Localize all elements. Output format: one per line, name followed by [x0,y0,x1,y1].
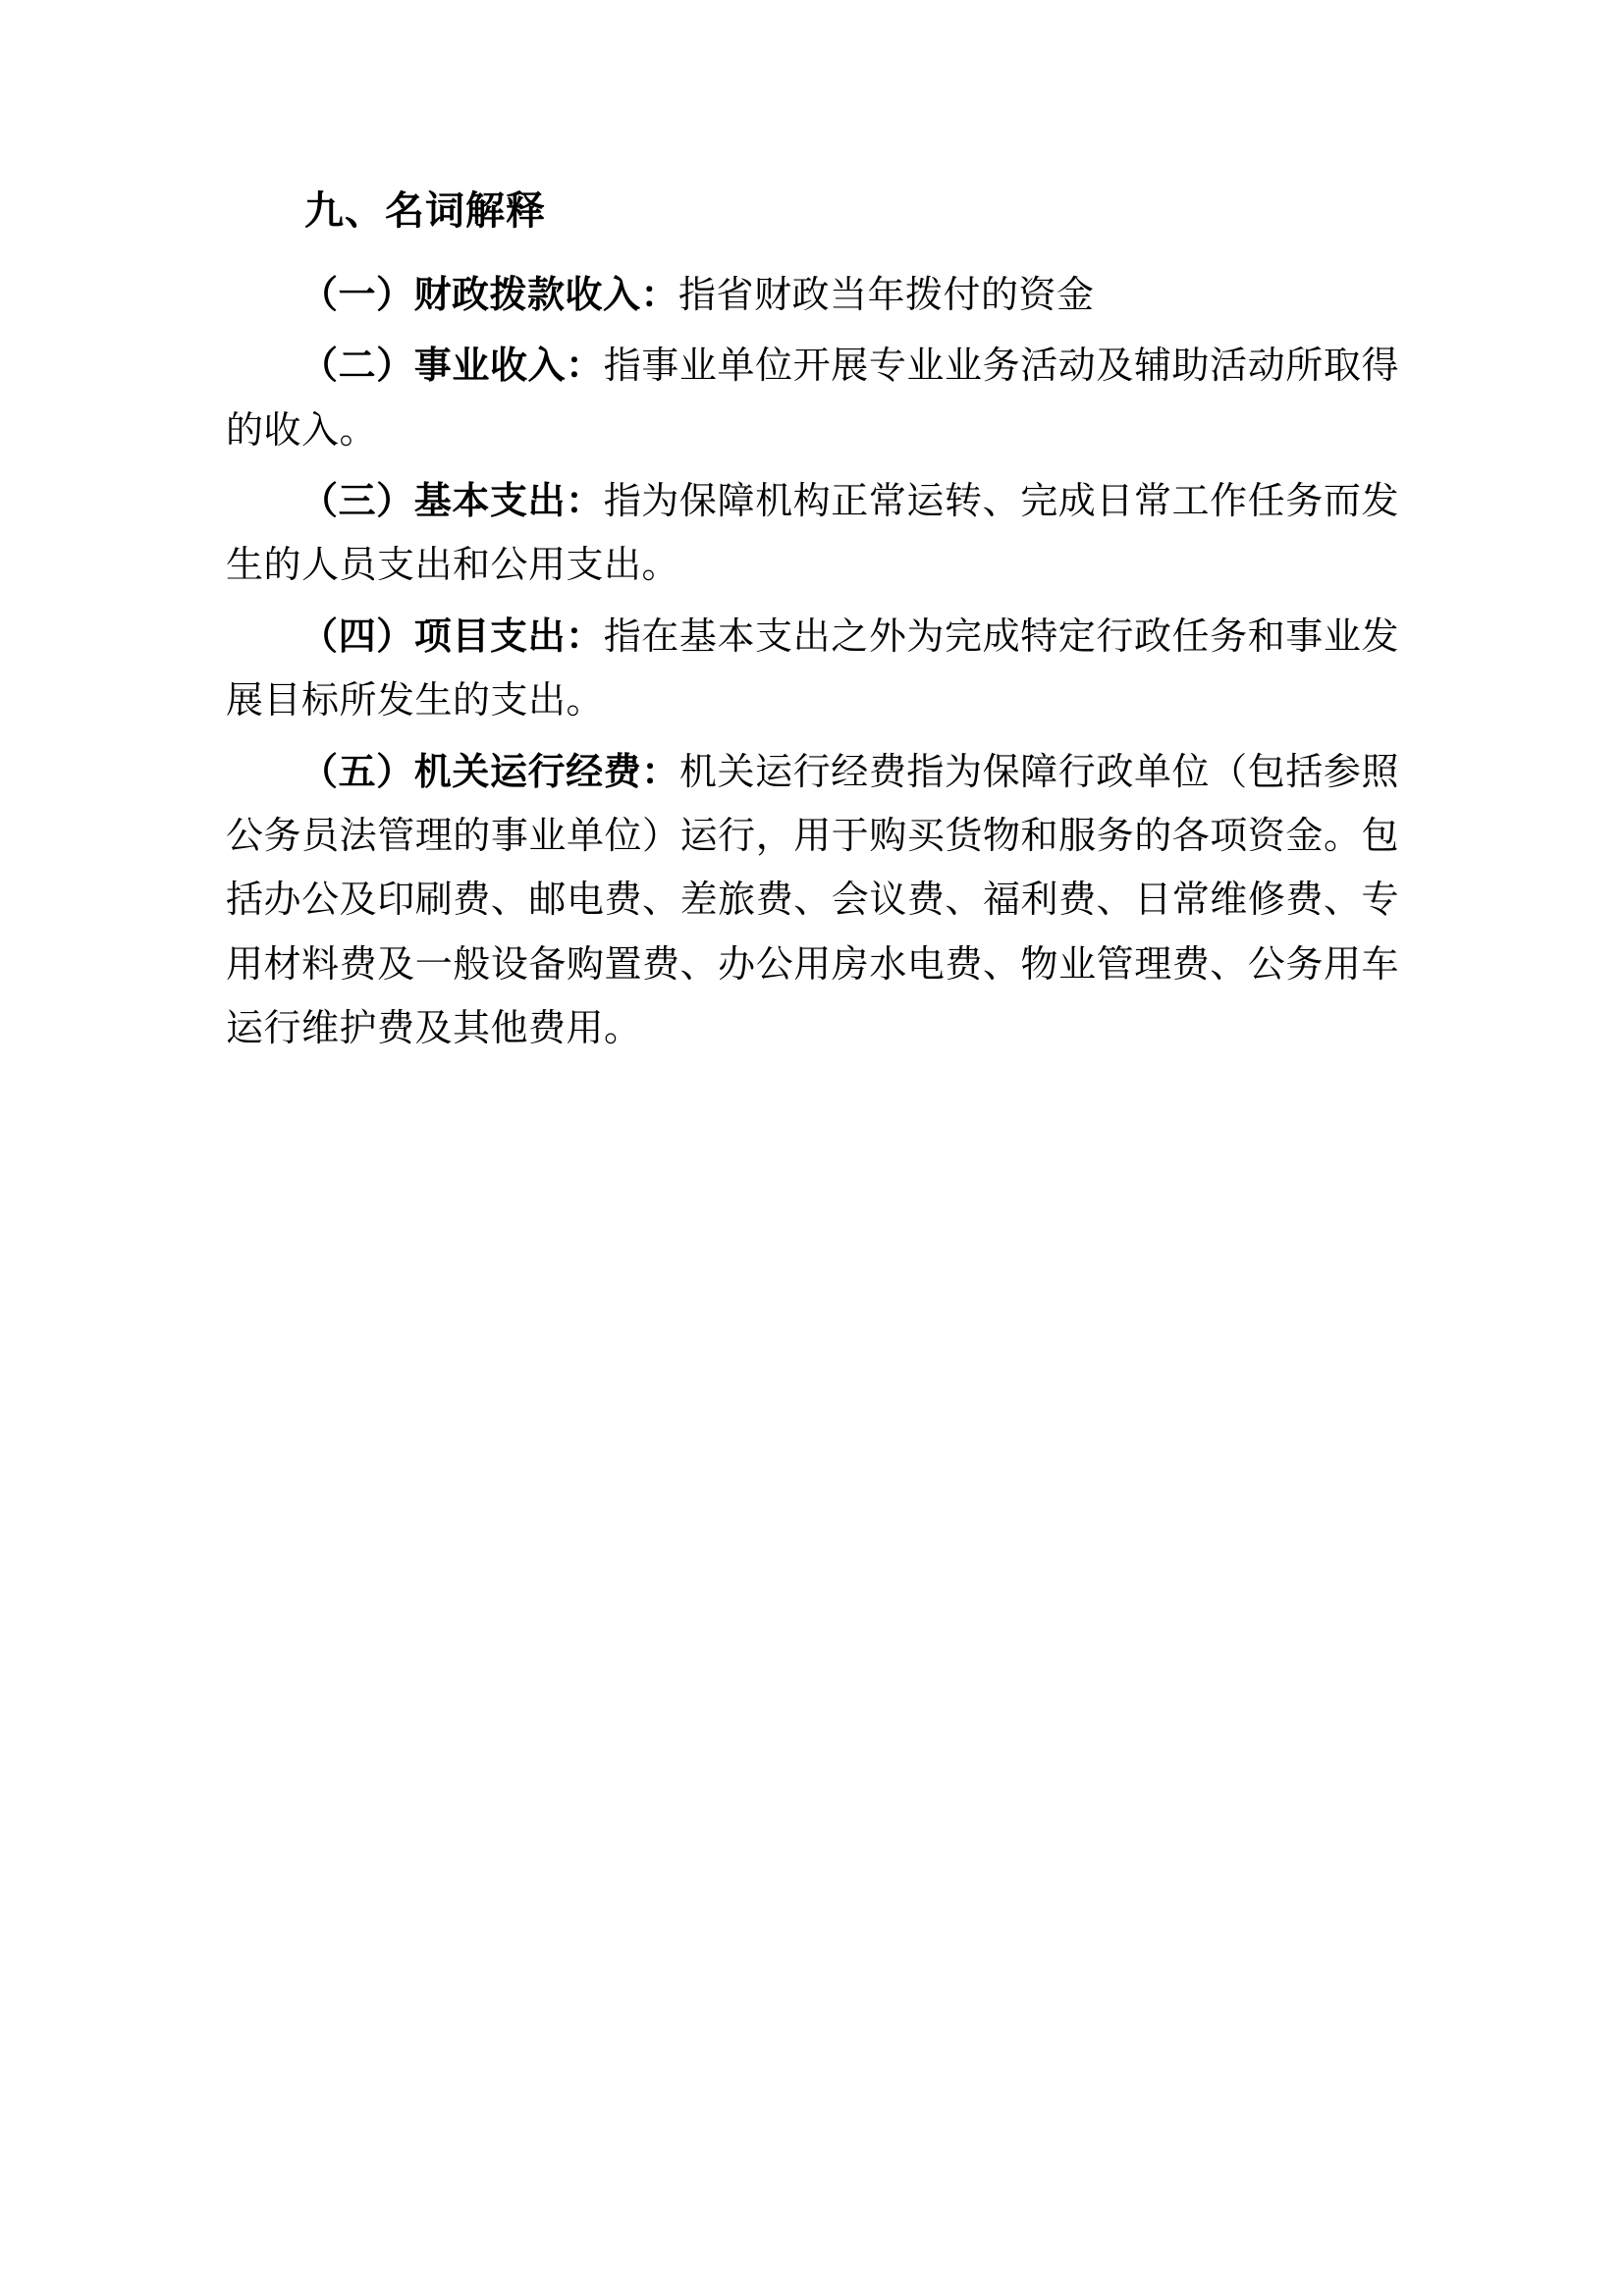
definition-term: （三）基本支出： [300,478,604,523]
definition-text: 指事业单位开展专业业务活动及辅助活动所取得的收入。 [226,344,1399,452]
definition-text: 机关运行经费指为保障行政单位（包括参照公务员法管理的事业单位）运行，用于购买货物和服务的各项资金。包括办公及印刷费、邮电费、差旅费、会议费、福利费、日常维修费、专用材料费及一般设备购置费、办公用房水电费、物业管理费、公务用车运行维护费及其他费用。 [226,749,1399,1049]
definition-item [226,333,1399,462]
definition-item [226,468,1399,598]
definition-term: （五）机关运行经费： [300,748,679,793]
definition-term: （二）事业收入： [300,343,604,388]
definition-text: 指在基本支出之外为完成特定行政任务和事业发展目标所发生的支出。 [226,614,1399,722]
definition-term: （一）财政拨款收入： [300,272,679,316]
section-heading: 九、名词解释 [304,187,546,234]
definition-text: 指为保障机构正常运转、完成日常工作任务而发生的人员支出和公用支出。 [226,479,1399,587]
definition-item [226,262,1399,327]
definition-text: 指省财政当年拨付的资金 [678,273,1095,316]
definition-item [226,739,1399,1061]
document-body [226,182,1399,1060]
definition-term: （四）项目支出： [300,613,604,658]
definition-item [226,604,1399,733]
